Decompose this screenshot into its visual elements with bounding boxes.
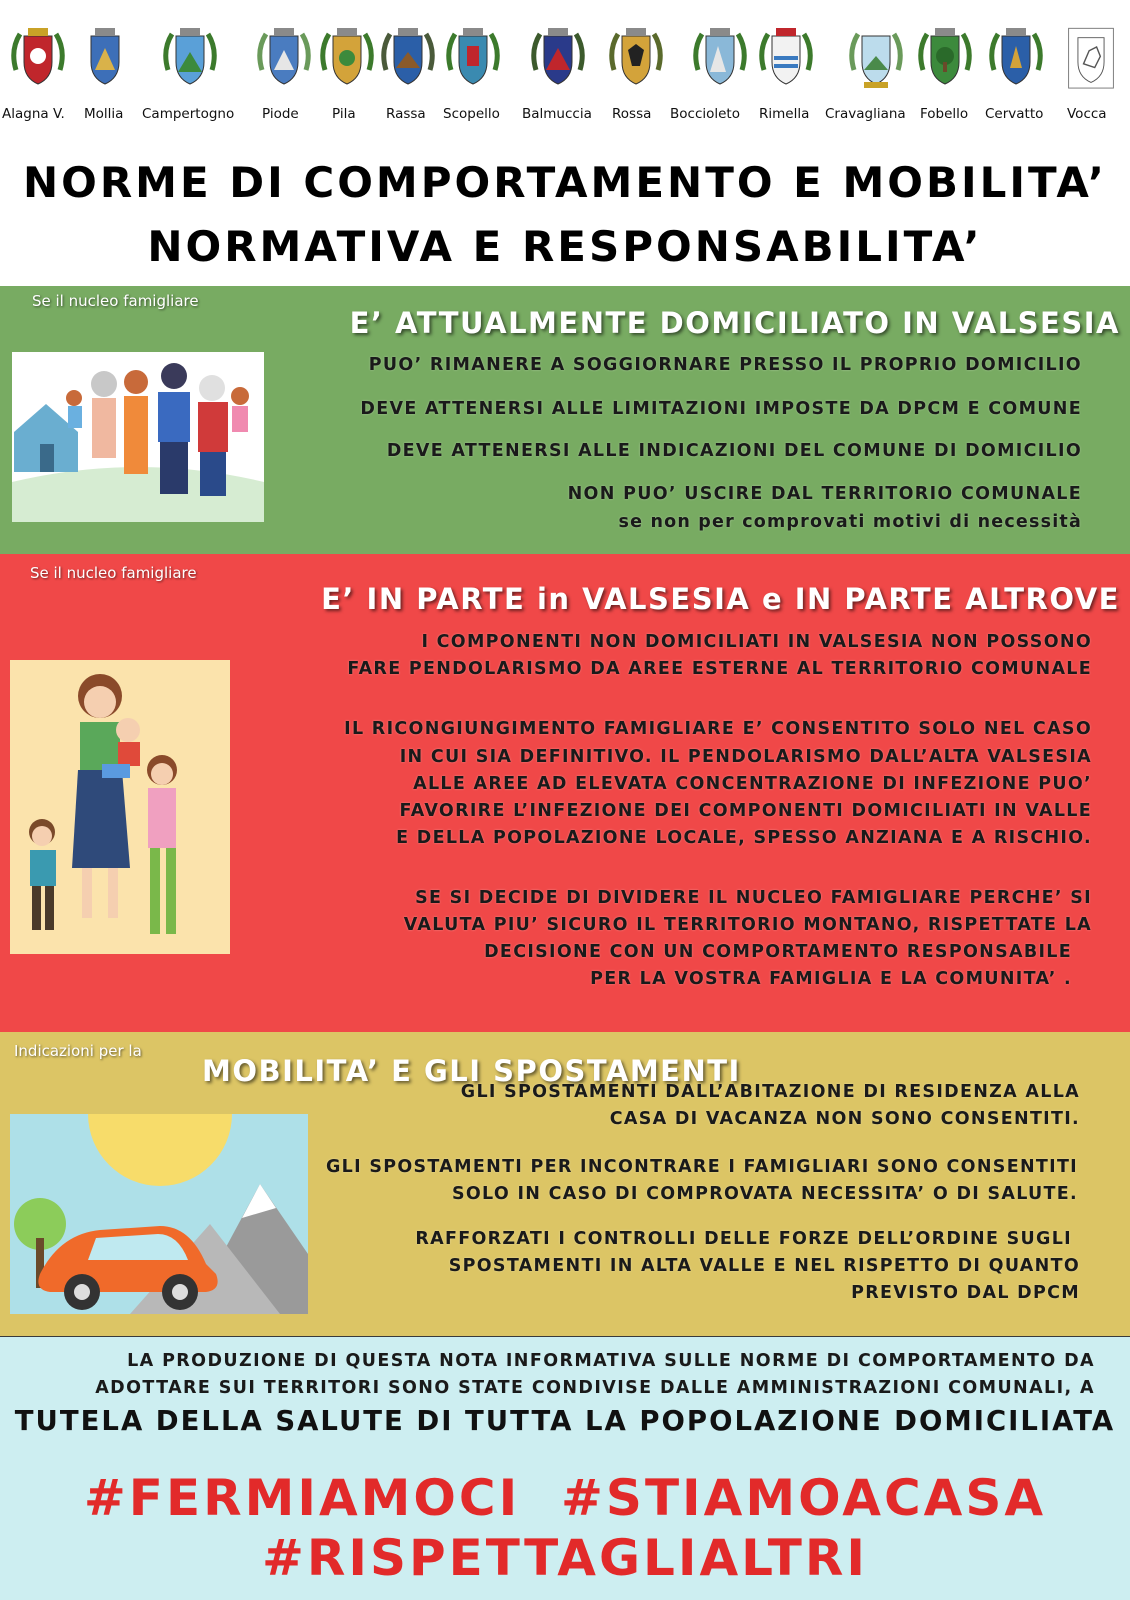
hashtags-line1: #FERMIAMOCI #STIAMOACASA — [83, 1469, 1047, 1527]
rule-line: SPOSTAMENTI IN ALTA VALLE E NEL RISPETTO DI QUANTO — [448, 1256, 1080, 1276]
municipality-label: Cervatto — [985, 106, 1044, 122]
crest-icon — [528, 22, 588, 100]
crest-icon — [986, 22, 1046, 100]
crest-icon — [160, 22, 220, 100]
footer-emphasis: TUTELA DELLA SALUTE DI TUTTA LA POPOLAZIONE DOMICILIATA — [14, 1405, 1116, 1437]
municipality-label: Scopello — [443, 106, 500, 122]
rule-line: RAFFORZATI I CONTROLLI DELLE FORZE DELL’ORDINE SUGLI — [415, 1229, 1072, 1249]
section-label: Indicazioni per la — [14, 1042, 142, 1060]
municipality-label: Alagna V. — [2, 106, 65, 122]
municipality-label: Balmuccia — [522, 106, 592, 122]
crest-icon — [443, 22, 503, 100]
crest-icon — [378, 22, 438, 100]
rule-line: SOLO IN CASO DI COMPROVATA NECESSITA’ O DI SALUTE. — [451, 1184, 1078, 1204]
municipality-label: Rimella — [759, 106, 810, 122]
footer-text-line: ADOTTARE SUI TERRITORI SONO STATE CONDIVISE DALLE AMMINISTRAZIONI COMUNALI, A — [95, 1378, 1095, 1398]
crest-icon — [846, 22, 906, 100]
rule-line: PREVISTO DAL DPCM — [851, 1283, 1080, 1303]
municipality-label: Pila — [332, 106, 356, 122]
rule-line: VALUTA PIU’ SICURO IL TERRITORIO MONTANO, RISPETTATE LA — [403, 915, 1092, 935]
hashtags-line2: #RISPETTAGLIALTRI — [262, 1529, 868, 1587]
rule-line: I COMPONENTI NON DOMICILIATI IN VALSESIA NON POSSONO — [421, 632, 1092, 652]
municipality-label: Vocca — [1067, 106, 1107, 122]
page-title-line1: NORME DI COMPORTAMENTO E MOBILITA’ — [22, 158, 1108, 207]
rule-line: se non per comprovati motivi di necessità — [618, 512, 1082, 532]
rule-line: FAVORIRE L’INFEZIONE DEI COMPONENTI DOMICILIATI IN VALLE — [399, 801, 1092, 821]
crest-icon — [254, 22, 314, 100]
rule-line: PER LA VOSTRA FAMIGLIA E LA COMUNITA’ . — [590, 969, 1072, 989]
crest-icon — [606, 22, 666, 100]
municipality-label: Mollia — [84, 106, 124, 122]
municipality-label: Fobello — [920, 106, 969, 122]
rule-line: ALLE AREE AD ELEVATA CONCENTRAZIONE DI INFEZIONE PUO’ — [413, 774, 1092, 794]
rule-line: CASA DI VACANZA NON SONO CONSENTITI. — [609, 1109, 1080, 1129]
crest-icon — [317, 22, 377, 100]
municipality-label: Piode — [262, 106, 299, 122]
page-title-line2: NORMATIVA E RESPONSABILITA’ — [147, 222, 983, 271]
municipality-crests-row — [0, 0, 1130, 135]
crest-icon — [1063, 22, 1119, 100]
crest-icon — [915, 22, 975, 100]
crest-icon — [75, 22, 135, 100]
rule-line: NON PUO’ USCIRE DAL TERRITORIO COMUNALE — [567, 484, 1082, 504]
family-illustration — [12, 352, 264, 522]
municipality-label: Rossa — [612, 106, 652, 122]
rule-line: DEVE ATTENERSI ALLE LIMITAZIONI IMPOSTE DA DPCM E COMUNE — [360, 399, 1082, 419]
section-domiciled — [0, 286, 1130, 554]
crest-icon — [690, 22, 750, 100]
municipality-label: Campertogno — [142, 106, 235, 122]
section-partial — [0, 554, 1130, 1032]
section-heading: E’ IN PARTE in VALSESIA e IN PARTE ALTROVE — [321, 582, 1120, 616]
municipality-label: Rassa — [386, 106, 426, 122]
footer-text-line: LA PRODUZIONE DI QUESTA NOTA INFORMATIVA SULLE NORME DI COMPORTAMENTO DA — [127, 1351, 1095, 1371]
rule-line: PUO’ RIMANERE A SOGGIORNARE PRESSO IL PROPRIO DOMICILIO — [368, 355, 1082, 375]
rule-line: DECISIONE CON UN COMPORTAMENTO RESPONSABILE — [484, 942, 1072, 962]
municipality-label: Boccioleto — [670, 106, 740, 122]
rule-line: DEVE ATTENERSI ALLE INDICAZIONI DEL COMUNE DI DOMICILIO — [386, 441, 1082, 461]
municipality-label: Cravagliana — [825, 106, 906, 122]
rule-line: SE SI DECIDE DI DIVIDERE IL NUCLEO FAMIGLIARE PERCHE’ SI — [415, 888, 1092, 908]
crest-icon — [756, 22, 816, 100]
rule-line: IN CUI SIA DEFINITIVO. IL PENDOLARISMO DALL’ALTA VALSESIA — [399, 747, 1092, 767]
section-heading: E’ ATTUALMENTE DOMICILIATO IN VALSESIA — [349, 306, 1120, 340]
rule-line: FARE PENDOLARISMO DA AREE ESTERNE AL TERRITORIO COMUNALE — [347, 659, 1092, 679]
mother-children-illustration — [10, 660, 230, 954]
rule-line: GLI SPOSTAMENTI PER INCONTRARE I FAMIGLIARI SONO CONSENTITI — [326, 1157, 1078, 1177]
rule-line: GLI SPOSTAMENTI DALL’ABITAZIONE DI RESIDENZA ALLA — [460, 1082, 1080, 1102]
crest-icon — [8, 22, 68, 100]
section-heading: MOBILITA’ E GLI SPOSTAMENTI — [202, 1054, 741, 1088]
section-label: Se il nucleo famigliare — [32, 292, 199, 310]
footer-section — [0, 1337, 1130, 1600]
car-illustration — [10, 1114, 308, 1314]
rule-line: E DELLA POPOLAZIONE LOCALE, SPESSO ANZIANA E A RISCHIO. — [396, 828, 1092, 848]
rule-line: IL RICONGIUNGIMENTO FAMIGLIARE E’ CONSENTITO SOLO NEL CASO — [344, 719, 1092, 739]
section-mobility — [0, 1032, 1130, 1338]
section-label: Se il nucleo famigliare — [30, 564, 197, 582]
